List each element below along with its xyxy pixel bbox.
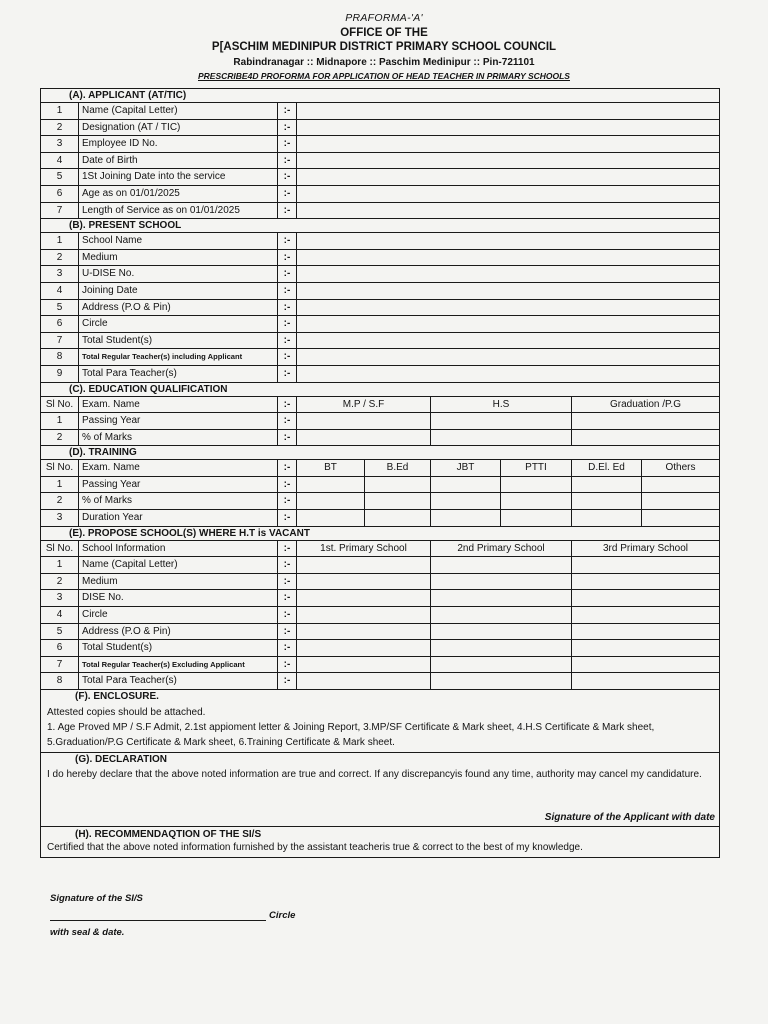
field-label: Length of Service as on 01/01/2025 [79, 203, 278, 219]
column-header: H.S [431, 397, 572, 413]
grid-cell-input[interactable] [431, 673, 572, 689]
field-label: Circle [79, 607, 278, 623]
field-label: Total Regular Teacher(s) Excluding Applicant [79, 657, 278, 673]
serial-number: 4 [41, 607, 79, 623]
grid-cell-input[interactable] [501, 493, 572, 509]
field-label: 1St Joining Date into the service [79, 169, 278, 185]
serial-number: 1 [41, 413, 79, 429]
colon-separator: :- [278, 493, 297, 509]
grid-cell-input[interactable] [431, 510, 501, 526]
section-g-title: (G). DECLARATION [75, 754, 168, 765]
serial-number: 6 [41, 316, 79, 332]
serial-number: 2 [41, 430, 79, 446]
section-c-row [41, 430, 719, 447]
grid-cell-input[interactable] [431, 430, 572, 446]
serial-number: 2 [41, 250, 79, 266]
colon-separator: :- [278, 266, 297, 282]
field-value-input[interactable] [297, 366, 719, 382]
circle-label: Circle [269, 910, 296, 921]
section-b-row [41, 250, 719, 267]
colon-separator: :- [278, 397, 297, 413]
field-label: Total Para Teacher(s) [79, 366, 278, 382]
colon-separator: :- [278, 349, 297, 365]
si-signature-label: Signature of the SI/S [50, 893, 143, 904]
colon-separator: :- [278, 283, 297, 299]
section-d-row [41, 510, 719, 527]
section-b-row [41, 300, 719, 317]
column-header: Others [665, 462, 696, 474]
colon-separator: :- [278, 233, 297, 249]
grid-cell-input[interactable] [431, 477, 501, 493]
grid-cell-input[interactable] [572, 557, 719, 573]
field-label: School Name [79, 233, 278, 249]
council-address: Rabindranagar :: Midnapore :: Paschim Medinipur :: Pin-721101 [233, 57, 535, 68]
colon-separator: :- [278, 541, 297, 557]
serial-number: 8 [41, 349, 79, 365]
section-h-title: (H). RECOMMENDAQTION OF THE SI/S [75, 829, 262, 840]
section-d-header-row [41, 460, 719, 477]
grid-cell-input[interactable] [365, 477, 431, 493]
grid-cell-input[interactable] [297, 477, 365, 493]
colon-separator: :- [278, 120, 297, 136]
grid-cell-input[interactable] [297, 657, 431, 673]
field-value-input[interactable] [297, 333, 719, 349]
grid-cell-input[interactable] [297, 574, 431, 590]
grid-cell-input[interactable] [297, 590, 431, 606]
serial-number: 1 [41, 557, 79, 573]
column-label-header: Exam. Name [79, 460, 278, 476]
section-e-row [41, 624, 719, 641]
grid-cell-input[interactable] [297, 607, 431, 623]
section-b-row [41, 333, 719, 350]
serial-number: 1 [41, 477, 79, 493]
serial-number: 1 [41, 233, 79, 249]
enclosure-section [41, 690, 719, 753]
field-value-input[interactable] [297, 169, 719, 185]
serial-number: 6 [41, 640, 79, 656]
grid-cell-input[interactable] [297, 510, 365, 526]
grid-cell-input[interactable] [642, 493, 719, 509]
grid-cell-input[interactable] [431, 413, 572, 429]
serial-number: 2 [41, 493, 79, 509]
column-header: M.P / S.F [297, 397, 431, 413]
si-signature-line[interactable] [50, 912, 266, 921]
colon-separator: :- [278, 250, 297, 266]
field-label: Address (P.O & Pin) [79, 624, 278, 640]
grid-cell-input[interactable] [572, 624, 719, 640]
colon-separator: :- [278, 333, 297, 349]
section-b-title: (B). PRESENT SCHOOL [41, 219, 719, 233]
colon-separator: :- [278, 574, 297, 590]
applicant-signature-label: Signature of the Applicant with date [544, 812, 715, 823]
grid-cell-input[interactable] [431, 590, 572, 606]
column-header: B.Ed [365, 460, 431, 476]
field-label: Joining Date [79, 283, 278, 299]
field-label: % of Marks [79, 430, 278, 446]
field-value-input[interactable] [297, 120, 719, 136]
grid-cell-input[interactable] [572, 590, 719, 606]
grid-cell-input[interactable] [642, 477, 719, 493]
field-value-input[interactable] [297, 316, 719, 332]
field-label: Total Student(s) [79, 640, 278, 656]
grid-cell-input[interactable] [501, 510, 572, 526]
serial-number: 3 [41, 510, 79, 526]
grid-cell-input[interactable] [297, 673, 431, 689]
section-b-row [41, 366, 719, 383]
colon-separator: :- [278, 169, 297, 185]
grid-cell-input[interactable] [431, 557, 572, 573]
field-value-input[interactable] [297, 266, 719, 282]
proforma-label: PRAFORMA-'A' [345, 12, 423, 24]
section-e-row [41, 557, 719, 574]
serial-number: 9 [41, 366, 79, 382]
section-b-row [41, 283, 719, 300]
serial-number: 5 [41, 300, 79, 316]
serial-number: 2 [41, 574, 79, 590]
serial-number: 3 [41, 136, 79, 152]
field-label: DISE No. [79, 590, 278, 606]
section-c-header-row [41, 397, 719, 414]
serial-number: 3 [41, 266, 79, 282]
grid-cell-input[interactable] [572, 640, 719, 656]
colon-separator: :- [278, 510, 297, 526]
section-c-row [41, 413, 719, 430]
field-label: Passing Year [79, 477, 278, 493]
column-header: 1st. Primary School [297, 541, 431, 557]
section-a-row [41, 169, 719, 186]
grid-cell-input[interactable] [572, 574, 719, 590]
grid-cell-input[interactable] [572, 413, 719, 429]
colon-separator: :- [278, 413, 297, 429]
field-label: % of Marks [79, 493, 278, 509]
column-label-header: Exam. Name [79, 397, 278, 413]
field-label: Passing Year [79, 413, 278, 429]
colon-separator: :- [278, 366, 297, 382]
seal-date-label: with seal & date. [50, 927, 125, 938]
declaration-text: I do hereby declare that the above noted information are true and correct. If any discrepancyis found any time, authority may cancel my candidature. [47, 769, 702, 780]
grid-cell-input[interactable] [572, 607, 719, 623]
colon-separator: :- [278, 657, 297, 673]
field-label: Employee ID No. [79, 136, 278, 152]
serial-number: 7 [41, 333, 79, 349]
field-label: Medium [79, 250, 278, 266]
section-a-row [41, 186, 719, 203]
grid-cell-input[interactable] [297, 430, 431, 446]
field-value-input[interactable] [297, 103, 719, 119]
grid-cell-input[interactable] [572, 673, 719, 689]
grid-cell-input[interactable] [572, 657, 719, 673]
column-label-header: School Information [79, 541, 278, 557]
column-header: 3rd Primary School [602, 542, 689, 554]
field-value-input[interactable] [297, 300, 719, 316]
grid-cell-input[interactable] [297, 557, 431, 573]
section-a-row [41, 103, 719, 120]
field-label: Designation (AT / TIC) [79, 120, 278, 136]
serial-number: 8 [41, 673, 79, 689]
grid-cell-input[interactable] [431, 607, 572, 623]
colon-separator: :- [278, 640, 297, 656]
council-title: P[ASCHIM MEDINIPUR DISTRICT PRIMARY SCHOOL COUNCIL [211, 41, 557, 53]
colon-separator: :- [278, 673, 297, 689]
form-subtitle: PRESCRIBE4D PROFORMA FOR APPLICATION OF HEAD TEACHER IN PRIMARY SCHOOLS [198, 71, 570, 81]
section-a-row [41, 136, 719, 153]
section-e-row [41, 574, 719, 591]
column-header: Graduation /P.G [610, 398, 681, 410]
grid-cell-input[interactable] [431, 574, 572, 590]
section-d-title: (D). TRAINING [41, 446, 719, 460]
serial-number: 5 [41, 169, 79, 185]
recommendation-text: Certified that the above noted information furnished by the assistant teacheris true & correct to the best of my knowledge. [47, 842, 583, 853]
field-value-input[interactable] [297, 186, 719, 202]
field-value-input[interactable] [297, 233, 719, 249]
enclosure-text [47, 705, 719, 750]
colon-separator: :- [278, 590, 297, 606]
recommendation-section [41, 827, 719, 858]
field-value-input[interactable] [297, 203, 719, 219]
section-e-row [41, 657, 719, 674]
colon-separator: :- [278, 300, 297, 316]
serial-number: 1 [41, 103, 79, 119]
grid-cell-input[interactable] [297, 413, 431, 429]
field-label: Date of Birth [79, 153, 278, 169]
field-value-input[interactable] [297, 153, 719, 169]
section-a-row [41, 120, 719, 137]
grid-cell-input[interactable] [572, 510, 642, 526]
colon-separator: :- [278, 430, 297, 446]
serial-number: 5 [41, 624, 79, 640]
grid-cell-input[interactable] [431, 657, 572, 673]
colon-separator: :- [278, 460, 297, 476]
serial-number: 3 [41, 590, 79, 606]
field-value-input[interactable] [297, 349, 719, 365]
grid-cell-input[interactable] [297, 640, 431, 656]
field-label: Name (Capital Letter) [79, 557, 278, 573]
serial-header: Sl No. [41, 397, 79, 413]
grid-cell-input[interactable] [431, 624, 572, 640]
section-a-title: (A). APPLICANT (AT/TIC) [41, 89, 719, 103]
column-header: 2nd Primary School [431, 541, 572, 557]
field-label: Age as on 01/01/2025 [79, 186, 278, 202]
grid-cell-input[interactable] [431, 493, 501, 509]
field-label: Name (Capital Letter) [79, 103, 278, 119]
section-e-row [41, 590, 719, 607]
field-label: Total Para Teacher(s) [79, 673, 278, 689]
colon-separator: :- [278, 557, 297, 573]
colon-separator: :- [278, 477, 297, 493]
section-a-row [41, 153, 719, 170]
section-d-row [41, 493, 719, 510]
field-label: Total Regular Teacher(s) including Applicant [79, 349, 278, 365]
colon-separator: :- [278, 203, 297, 219]
field-label: Address (P.O & Pin) [79, 300, 278, 316]
column-header: PTTI [501, 460, 572, 476]
grid-cell-input[interactable] [365, 493, 431, 509]
section-b-row [41, 349, 719, 366]
section-e-title: (E). PROPOSE SCHOOL(S) WHERE H.T is VACANT [41, 527, 719, 541]
serial-number: 6 [41, 186, 79, 202]
field-label: Duration Year [79, 510, 278, 526]
section-e-row [41, 607, 719, 624]
grid-cell-input[interactable] [642, 510, 719, 526]
form-header [0, 12, 768, 81]
section-f-title: (F). ENCLOSURE. [75, 691, 159, 702]
section-c-title: (C). EDUCATION QUALIFICATION [41, 383, 719, 397]
colon-separator: :- [278, 136, 297, 152]
colon-separator: :- [278, 607, 297, 623]
field-label: Circle [79, 316, 278, 332]
section-b-row [41, 316, 719, 333]
colon-separator: :- [278, 186, 297, 202]
serial-number: 4 [41, 153, 79, 169]
serial-header: Sl No. [41, 460, 79, 476]
grid-cell-input[interactable] [297, 624, 431, 640]
grid-cell-input[interactable] [297, 493, 365, 509]
colon-separator: :- [278, 624, 297, 640]
serial-number: 4 [41, 283, 79, 299]
section-e-header-row [41, 541, 719, 558]
grid-cell-input[interactable] [365, 510, 431, 526]
serial-number: 7 [41, 657, 79, 673]
field-label: Total Student(s) [79, 333, 278, 349]
section-b-row [41, 233, 719, 250]
section-d-row [41, 477, 719, 494]
field-label: U-DISE No. [79, 266, 278, 282]
serial-number: 7 [41, 203, 79, 219]
field-value-input[interactable] [297, 250, 719, 266]
declaration-section [41, 753, 719, 827]
field-value-input[interactable] [297, 283, 719, 299]
grid-cell-input[interactable] [572, 477, 642, 493]
grid-cell-input[interactable] [572, 493, 642, 509]
grid-cell-input[interactable] [431, 640, 572, 656]
serial-header: Sl No. [41, 541, 79, 557]
section-e-row [41, 640, 719, 657]
colon-separator: :- [278, 153, 297, 169]
application-form [40, 88, 720, 858]
field-label: Medium [79, 574, 278, 590]
colon-separator: :- [278, 103, 297, 119]
colon-separator: :- [278, 316, 297, 332]
office-title: OFFICE OF THE [340, 27, 428, 39]
serial-number: 2 [41, 120, 79, 136]
enclosure-line1: Attested copies should be attached. [47, 707, 206, 718]
column-header: JBT [431, 460, 501, 476]
section-a-row [41, 203, 719, 220]
section-e-row [41, 673, 719, 690]
column-header: D.El. Ed [572, 460, 642, 476]
column-header: BT [297, 460, 365, 476]
grid-cell-input[interactable] [572, 430, 719, 446]
field-value-input[interactable] [297, 136, 719, 152]
grid-cell-input[interactable] [501, 477, 572, 493]
section-b-row [41, 266, 719, 283]
si-signature-block [50, 893, 295, 938]
enclosure-list: 1. Age Proved MP / S.F Admit, 2.1st appioment letter & Joining Report, 3.MP/SF Certificate & Mark sheet, 4.H.S Certificate & Mark sheet, 5.Graduation/P.G Certificate & Mark sheet, 6.Training Certificate & Mark sheet. [47, 722, 655, 748]
